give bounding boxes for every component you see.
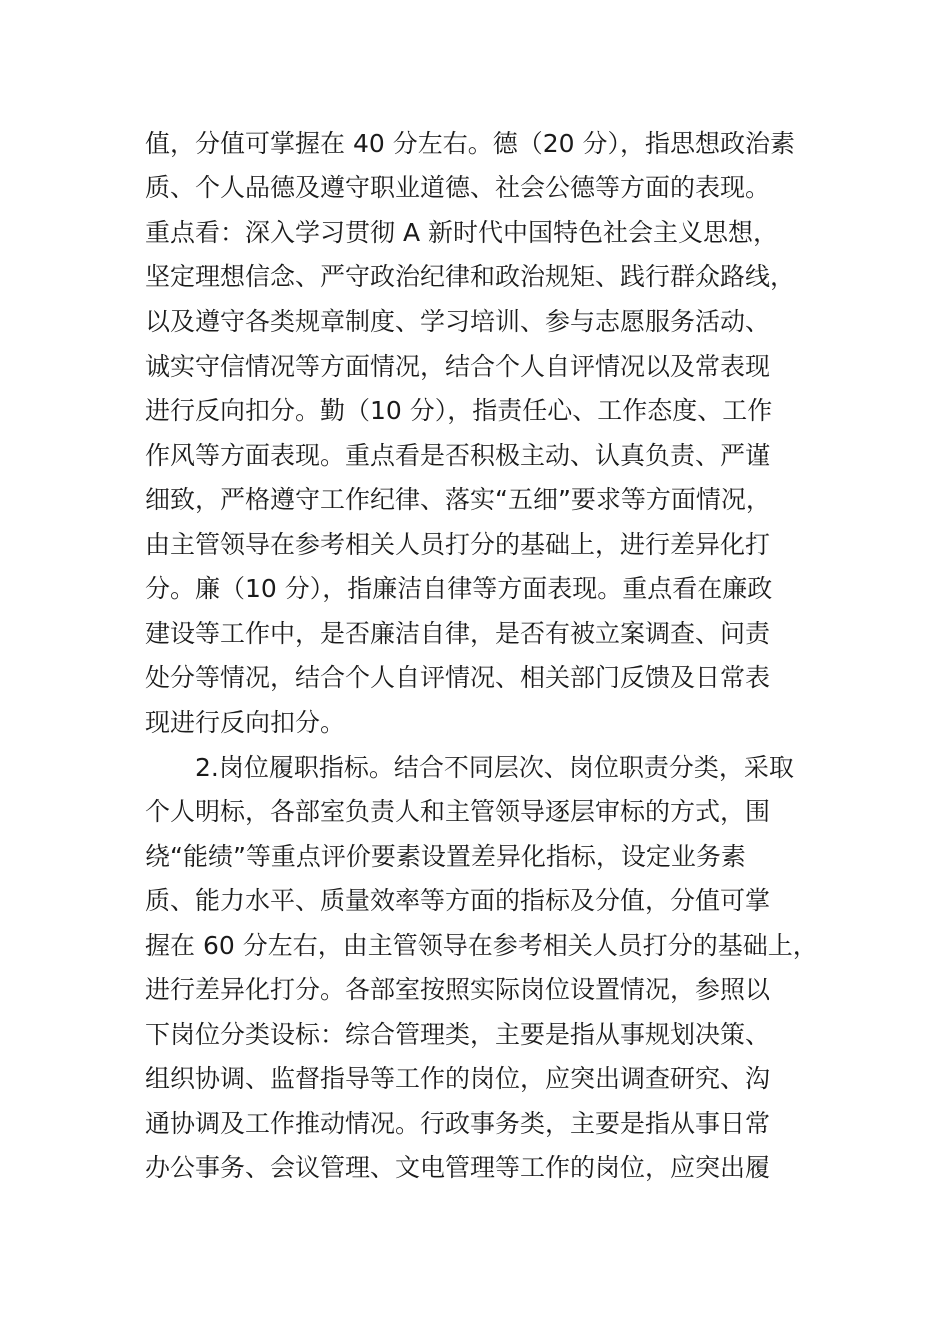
paragraph-heading-line: 2.岗位履职指标。结合不同层次、岗位职责分类，采取 <box>195 753 794 782</box>
text-line: 办公事务、会议管理、文电管理等工作的岗位，应突出履 <box>145 1153 771 1182</box>
text-line: 细致，严格遵守工作纪律、落实“五细”要求等方面情况， <box>145 485 771 514</box>
text-line: 握在 60 分左右，由主管领导在参考相关人员打分的基础上， <box>145 931 818 960</box>
text-line: 质、能力水平、质量效率等方面的指标及分值，分值可掌 <box>145 886 771 915</box>
text-line: 进行差异化打分。各部室按照实际岗位设置情况，参照以 <box>145 975 771 1004</box>
text-line: 由主管领导在参考相关人员打分的基础上，进行差异化打 <box>145 530 771 559</box>
text-line: 作风等方面表现。重点看是否积极主动、认真负责、严谨 <box>145 441 771 470</box>
text-line: 处分等情况，结合个人自评情况、相关部门反馈及日常表 <box>145 663 771 692</box>
text-line: 现进行反向扣分。 <box>145 708 346 737</box>
text-line: 以及遵守各类规章制度、学习培训、参与志愿服务活动、 <box>145 307 771 336</box>
text-line: 分。廉（10 分），指廉洁自律等方面表现。重点看在廉政 <box>145 574 773 603</box>
text-line: 通协调及工作推动情况。行政事务类，主要是指从事日常 <box>145 1109 771 1138</box>
text-line: 进行反向扣分。勤（10 分），指责任心、工作态度、工作 <box>145 396 773 425</box>
text-line: 下岗位分类设标：综合管理类，主要是指从事规划决策、 <box>145 1020 771 1049</box>
text-line: 绕“能绩”等重点评价要素设置差异化指标，设定业务素 <box>145 842 746 871</box>
text-line: 质、个人品德及遵守职业道德、社会公德等方面的表现。 <box>145 173 771 202</box>
text-line: 个人明标，各部室负责人和主管领导逐层审标的方式，围 <box>145 797 771 826</box>
text-line: 值，分值可掌握在 40 分左右。德（20 分），指思想政治素 <box>145 129 795 158</box>
text-line: 建设等工作中，是否廉洁自律，是否有被立案调查、问责 <box>145 619 771 648</box>
text-line: 组织协调、监督指导等工作的岗位，应突出调查研究、沟 <box>145 1064 771 1093</box>
text-line: 诚实守信情况等方面情况，结合个人自评情况以及常表现 <box>145 352 771 381</box>
text-line: 坚定理想信念、严守政治纪律和政治规矩、践行群众路线， <box>145 262 796 291</box>
text-line: 重点看：深入学习贯彻 A 新时代中国特色社会主义思想， <box>145 218 778 247</box>
